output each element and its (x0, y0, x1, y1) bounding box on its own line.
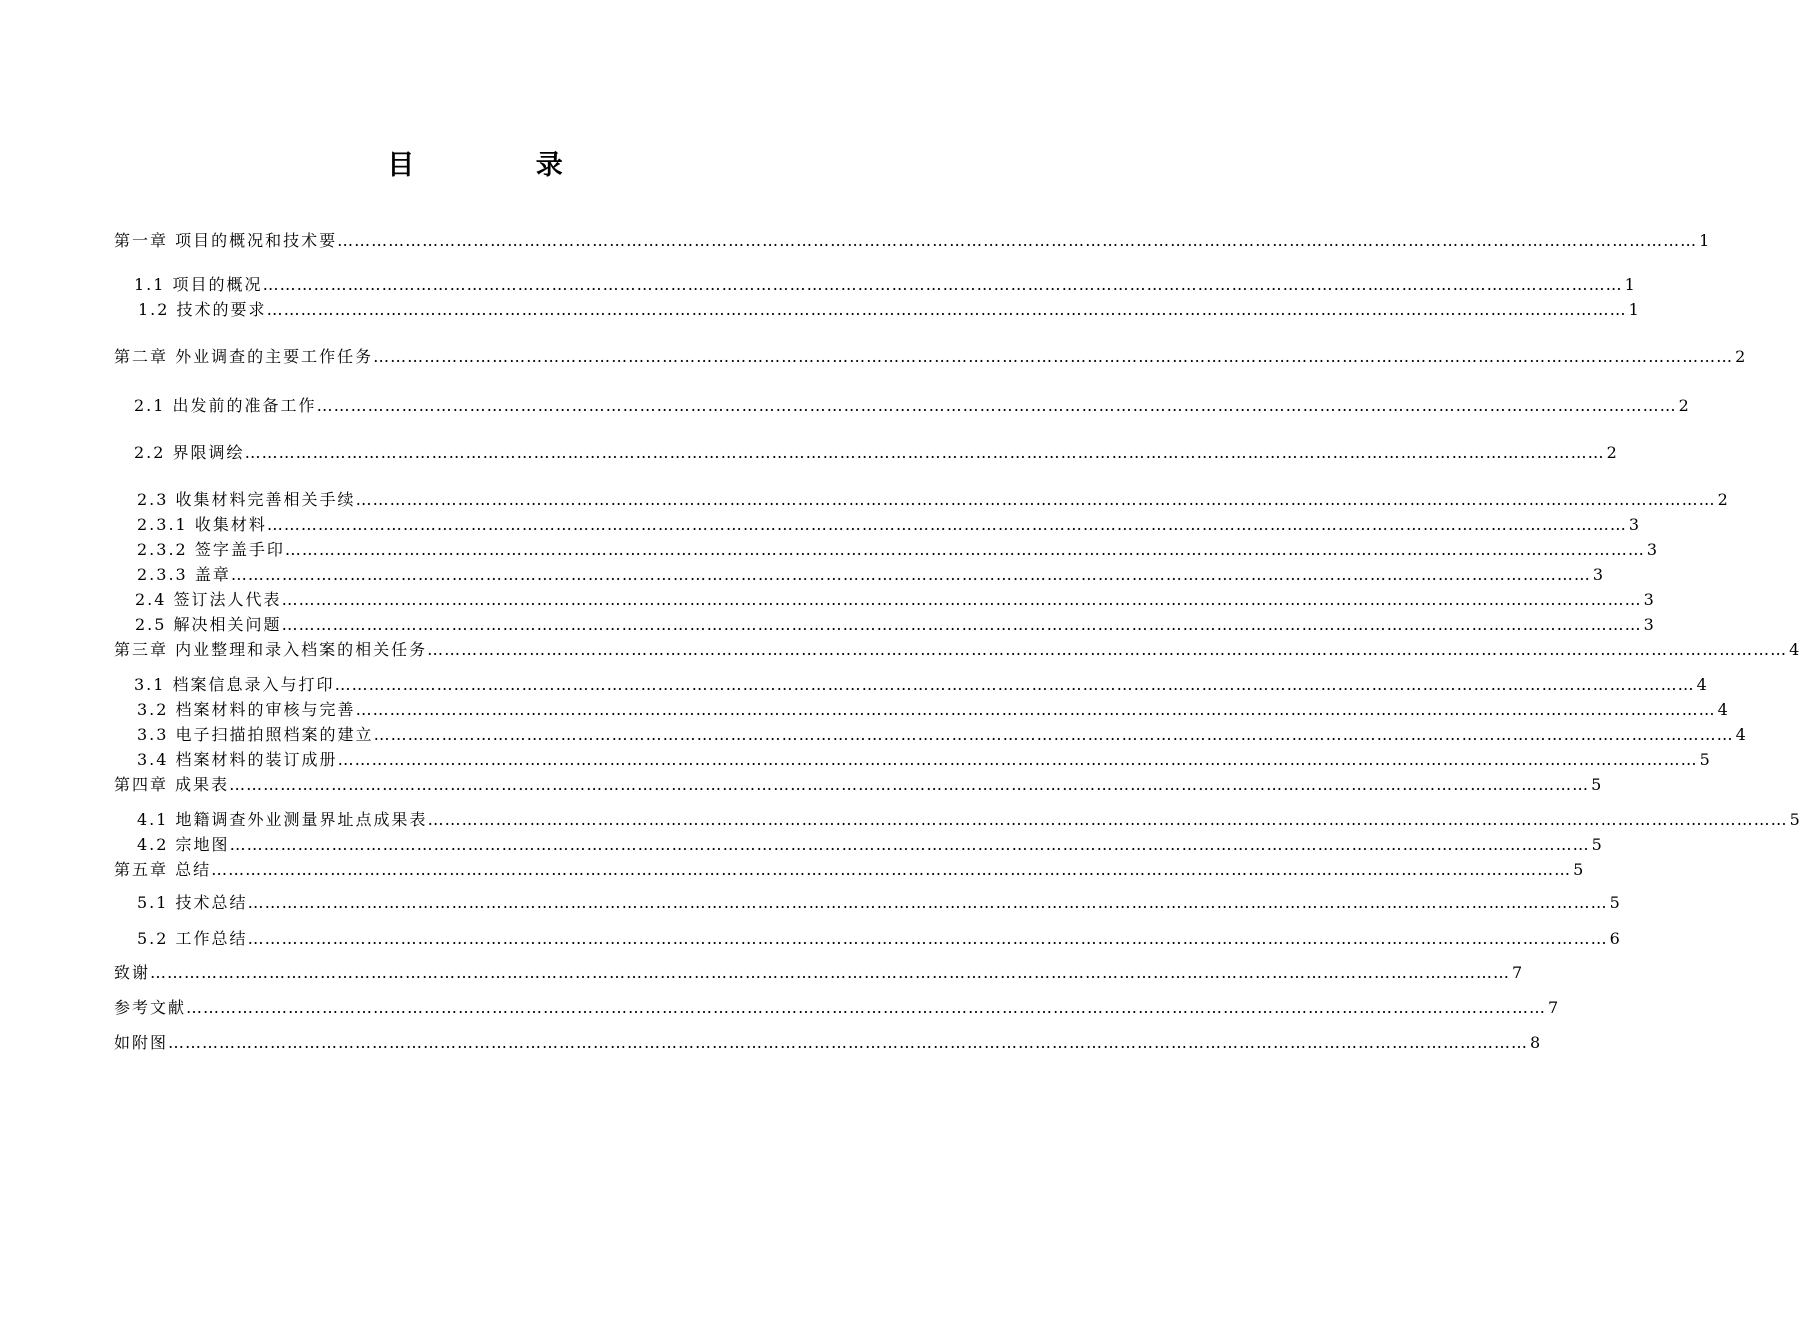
toc-leader-dots: …………………………………………………………………………………………………………………………………………………………………………………………………………………… (247, 893, 1608, 912)
toc-page-number: 5 (1609, 893, 1620, 912)
toc-entry-text: 如附图 (114, 1033, 169, 1052)
toc-entry[interactable] (134, 440, 1617, 464)
toc-entry-label (137, 539, 285, 561)
toc-entry-number: 第三章 (114, 640, 169, 659)
toc-entry-text: 外业调查的主要工作任务 (175, 347, 374, 366)
toc-entry-text: 技术的要求 (176, 300, 267, 319)
toc-entry[interactable] (137, 890, 1620, 914)
toc-leader-dots: …………………………………………………………………………………………………………………………………………………………………………………………………………………… (186, 998, 1547, 1017)
toc-leader-dots: …………………………………………………………………………………………………………………………………………………………………………………………………………………… (229, 835, 1590, 854)
toc-page-number: 3 (1646, 540, 1658, 559)
toc-entry[interactable] (137, 487, 1728, 511)
toc-page-number: 3 (1628, 515, 1640, 534)
toc-page-number: 4 (1696, 675, 1707, 694)
toc-entry-number: 2.3.1 (137, 515, 188, 534)
toc-entry-number: 第一章 (114, 231, 169, 250)
toc-page-number: 7 (1512, 963, 1523, 982)
toc-entry[interactable] (114, 1030, 1541, 1054)
toc-entry-text: 地籍调查外业测量界址点成果表 (175, 810, 428, 829)
toc-entry-text: 宗地图 (175, 835, 230, 854)
toc-entry-text: 签订法人代表 (173, 590, 282, 609)
toc-entry-label (114, 230, 337, 252)
toc-entry-text: 成果表 (175, 775, 230, 794)
toc-leader-dots: …………………………………………………………………………………………………………………………………………………………………………………………………………………… (334, 675, 1695, 694)
toc-entry[interactable] (138, 297, 1639, 321)
toc-leader-dots: …………………………………………………………………………………………………………………………………………………………………………………………………………………… (355, 700, 1716, 719)
toc-entry-label (114, 962, 150, 984)
toc-entry-label (114, 346, 373, 368)
toc-entry[interactable] (114, 772, 1602, 796)
toc-entry-number: 2.3.2 (137, 540, 188, 559)
toc-entry-text: 盖章 (194, 565, 231, 584)
toc-entry-label (137, 749, 338, 771)
toc-entry-label (135, 614, 282, 636)
toc-entry-number: 第五章 (114, 860, 169, 879)
toc-entry[interactable] (134, 393, 1689, 417)
toc-leader-dots: …………………………………………………………………………………………………………………………………………………………………………………………………………………… (427, 640, 1788, 659)
toc-entry-text: 解决相关问题 (173, 615, 282, 634)
toc-entry-label (137, 809, 428, 831)
toc-entry-text: 电子扫描拍照档案的建立 (175, 725, 374, 744)
toc-page-number: 1 (1699, 231, 1710, 250)
toc-entry[interactable] (137, 722, 1746, 746)
toc-page-number: 5 (1789, 810, 1800, 829)
toc-entry-number: 4.2 (137, 835, 169, 854)
toc-entry-text: 档案信息录入与打印 (172, 675, 335, 694)
toc-entry-number: 2.4 (135, 590, 167, 609)
toc-entry-text: 收集材料完善相关手续 (175, 490, 356, 509)
toc-entry-number: 4.1 (137, 810, 169, 829)
toc-entry-label (137, 514, 267, 536)
toc-entry-number: 2.3 (137, 490, 169, 509)
toc-entry-number: 3.1 (134, 675, 166, 694)
toc-entry[interactable] (135, 587, 1654, 611)
toc-page-number: 5 (1591, 775, 1602, 794)
toc-leader-dots: …………………………………………………………………………………………………………………………………………………………………………………………………………………… (337, 231, 1698, 250)
toc-entry-number: 2.3.3 (137, 565, 188, 584)
toc-page-number: 4 (1717, 700, 1728, 719)
toc-page-number: 1 (1628, 300, 1639, 319)
toc-leader-dots: …………………………………………………………………………………………………………………………………………………………………………………………………………………… (355, 490, 1716, 509)
toc-entry-text: 出发前的准备工作 (172, 396, 317, 415)
toc-entry-number: 3.3 (137, 725, 169, 744)
toc-entry[interactable] (135, 612, 1654, 636)
toc-entry[interactable] (137, 562, 1604, 586)
toc-page-number: 3 (1592, 565, 1604, 584)
toc-entry-text: 总结 (175, 860, 212, 879)
toc-entry-number: 2.1 (134, 396, 166, 415)
toc-entry[interactable] (137, 832, 1602, 856)
toc-page-number: 2 (1717, 490, 1728, 509)
toc-entry-number: 第四章 (114, 775, 169, 794)
toc-entry-label (114, 997, 186, 1019)
toc-entry-text: 技术总结 (175, 893, 248, 912)
toc-entry-number: 3.4 (137, 750, 169, 769)
toc-entry-number: 2.5 (135, 615, 167, 634)
toc-entry[interactable] (137, 807, 1800, 831)
toc-entry-text: 收集材料 (194, 515, 267, 534)
toc-entry-label (137, 699, 356, 721)
toc-entry-text: 档案材料的审核与完善 (175, 700, 356, 719)
toc-page-number: 1 (1624, 275, 1635, 294)
page-title: 目 录 (387, 150, 619, 181)
toc-page-number: 2 (1735, 347, 1746, 366)
toc-page-number: 6 (1609, 929, 1620, 948)
toc-entry-number: 5.2 (137, 929, 169, 948)
toc-entry[interactable] (134, 672, 1707, 696)
toc-leader-dots: …………………………………………………………………………………………………………………………………………………………………………………………………………………… (284, 540, 1645, 559)
toc-entry-label (114, 774, 229, 796)
toc-entry[interactable] (114, 995, 1559, 1019)
toc-entry[interactable] (114, 857, 1584, 881)
toc-entry-label (134, 442, 245, 464)
toc-leader-dots: …………………………………………………………………………………………………………………………………………………………………………………………………………………… (230, 565, 1591, 584)
toc-entry-label (137, 724, 374, 746)
toc-entry-text: 致谢 (114, 963, 151, 982)
toc-page-number: 5 (1573, 860, 1584, 879)
toc-leader-dots: …………………………………………………………………………………………………………………………………………………………………………………………………………………… (247, 929, 1608, 948)
toc-entry-label (134, 395, 317, 417)
toc-entry[interactable] (114, 960, 1523, 984)
toc-entry-number: 1.1 (134, 275, 166, 294)
toc-leader-dots: …………………………………………………………………………………………………………………………………………………………………………………………………………………… (281, 590, 1642, 609)
toc-leader-dots: …………………………………………………………………………………………………………………………………………………………………………………………………………………… (150, 963, 1511, 982)
toc-leader-dots: …………………………………………………………………………………………………………………………………………………………………………………………………………………… (373, 347, 1734, 366)
toc-entry[interactable] (137, 747, 1710, 771)
toc-leader-dots: …………………………………………………………………………………………………………………………………………………………………………………………………………………… (337, 750, 1698, 769)
toc-entry-label (137, 564, 231, 586)
toc-entry[interactable] (137, 697, 1728, 721)
toc-page-number: 5 (1591, 835, 1602, 854)
toc-entry-text: 签字盖手印 (194, 540, 285, 559)
toc-leader-dots: …………………………………………………………………………………………………………………………………………………………………………………………………………………… (281, 615, 1642, 634)
toc-leader-dots: …………………………………………………………………………………………………………………………………………………………………………………………………………………… (266, 515, 1627, 534)
toc-page-number: 5 (1699, 750, 1710, 769)
toc-entry-label (134, 674, 335, 696)
toc-leader-dots: …………………………………………………………………………………………………………………………………………………………………………………………………………………… (229, 775, 1590, 794)
toc-entry[interactable] (137, 537, 1658, 561)
toc-entry-label (137, 834, 230, 856)
toc-entry-text: 项目的概况 (172, 275, 263, 294)
toc-entry-text: 工作总结 (175, 929, 248, 948)
toc-entry-text: 内业整理和录入档案的相关任务 (175, 640, 428, 659)
toc-leader-dots: …………………………………………………………………………………………………………………………………………………………………………………………………………………… (316, 396, 1677, 415)
toc-entry-label (134, 274, 263, 296)
toc-entry-text: 参考文献 (114, 998, 187, 1017)
toc-entry[interactable] (137, 926, 1620, 950)
toc-entry[interactable] (114, 344, 1746, 368)
toc-entry-label (135, 589, 282, 611)
toc-page-number: 3 (1643, 615, 1654, 634)
toc-leader-dots: …………………………………………………………………………………………………………………………………………………………………………………………………………………… (427, 810, 1788, 829)
toc-leader-dots: …………………………………………………………………………………………………………………………………………………………………………………………………………………… (211, 860, 1572, 879)
toc-entry-number: 3.2 (137, 700, 169, 719)
toc-entry-label (137, 892, 248, 914)
toc-page-number: 4 (1789, 640, 1800, 659)
toc-leader-dots: …………………………………………………………………………………………………………………………………………………………………………………………………………………… (266, 300, 1627, 319)
toc-page-number: 8 (1530, 1033, 1541, 1052)
toc-page-number: 7 (1548, 998, 1559, 1017)
toc-entry[interactable] (114, 228, 1710, 252)
toc-leader-dots: …………………………………………………………………………………………………………………………………………………………………………………………………………………… (168, 1033, 1529, 1052)
toc-entry-label (138, 299, 267, 321)
toc-entry-text: 项目的概况和技术要 (175, 231, 338, 250)
toc-entry-text: 档案材料的装订成册 (175, 750, 338, 769)
toc-entry[interactable] (134, 272, 1635, 296)
toc-entry-label (114, 1032, 168, 1054)
toc-entry[interactable] (114, 637, 1800, 661)
toc-page-number: 2 (1678, 396, 1689, 415)
toc-entry-label (114, 859, 211, 881)
toc-entry-number: 5.1 (137, 893, 169, 912)
toc-page-number: 4 (1735, 725, 1746, 744)
toc-entry-label (137, 928, 248, 950)
toc-page-number: 2 (1606, 443, 1617, 462)
toc-page-number: 3 (1643, 590, 1654, 609)
toc-entry-number: 2.2 (134, 443, 166, 462)
toc-leader-dots: …………………………………………………………………………………………………………………………………………………………………………………………………………………… (244, 443, 1605, 462)
toc-entry-number: 1.2 (138, 300, 170, 319)
toc-leader-dots: …………………………………………………………………………………………………………………………………………………………………………………………………………………… (262, 275, 1623, 294)
toc-entry-label (114, 639, 427, 661)
toc-entry[interactable] (137, 512, 1640, 536)
toc-entry-label (137, 489, 356, 511)
toc-leader-dots: …………………………………………………………………………………………………………………………………………………………………………………………………………………… (373, 725, 1734, 744)
toc-entry-text: 界限调绘 (172, 443, 245, 462)
toc-entry-number: 第二章 (114, 347, 169, 366)
